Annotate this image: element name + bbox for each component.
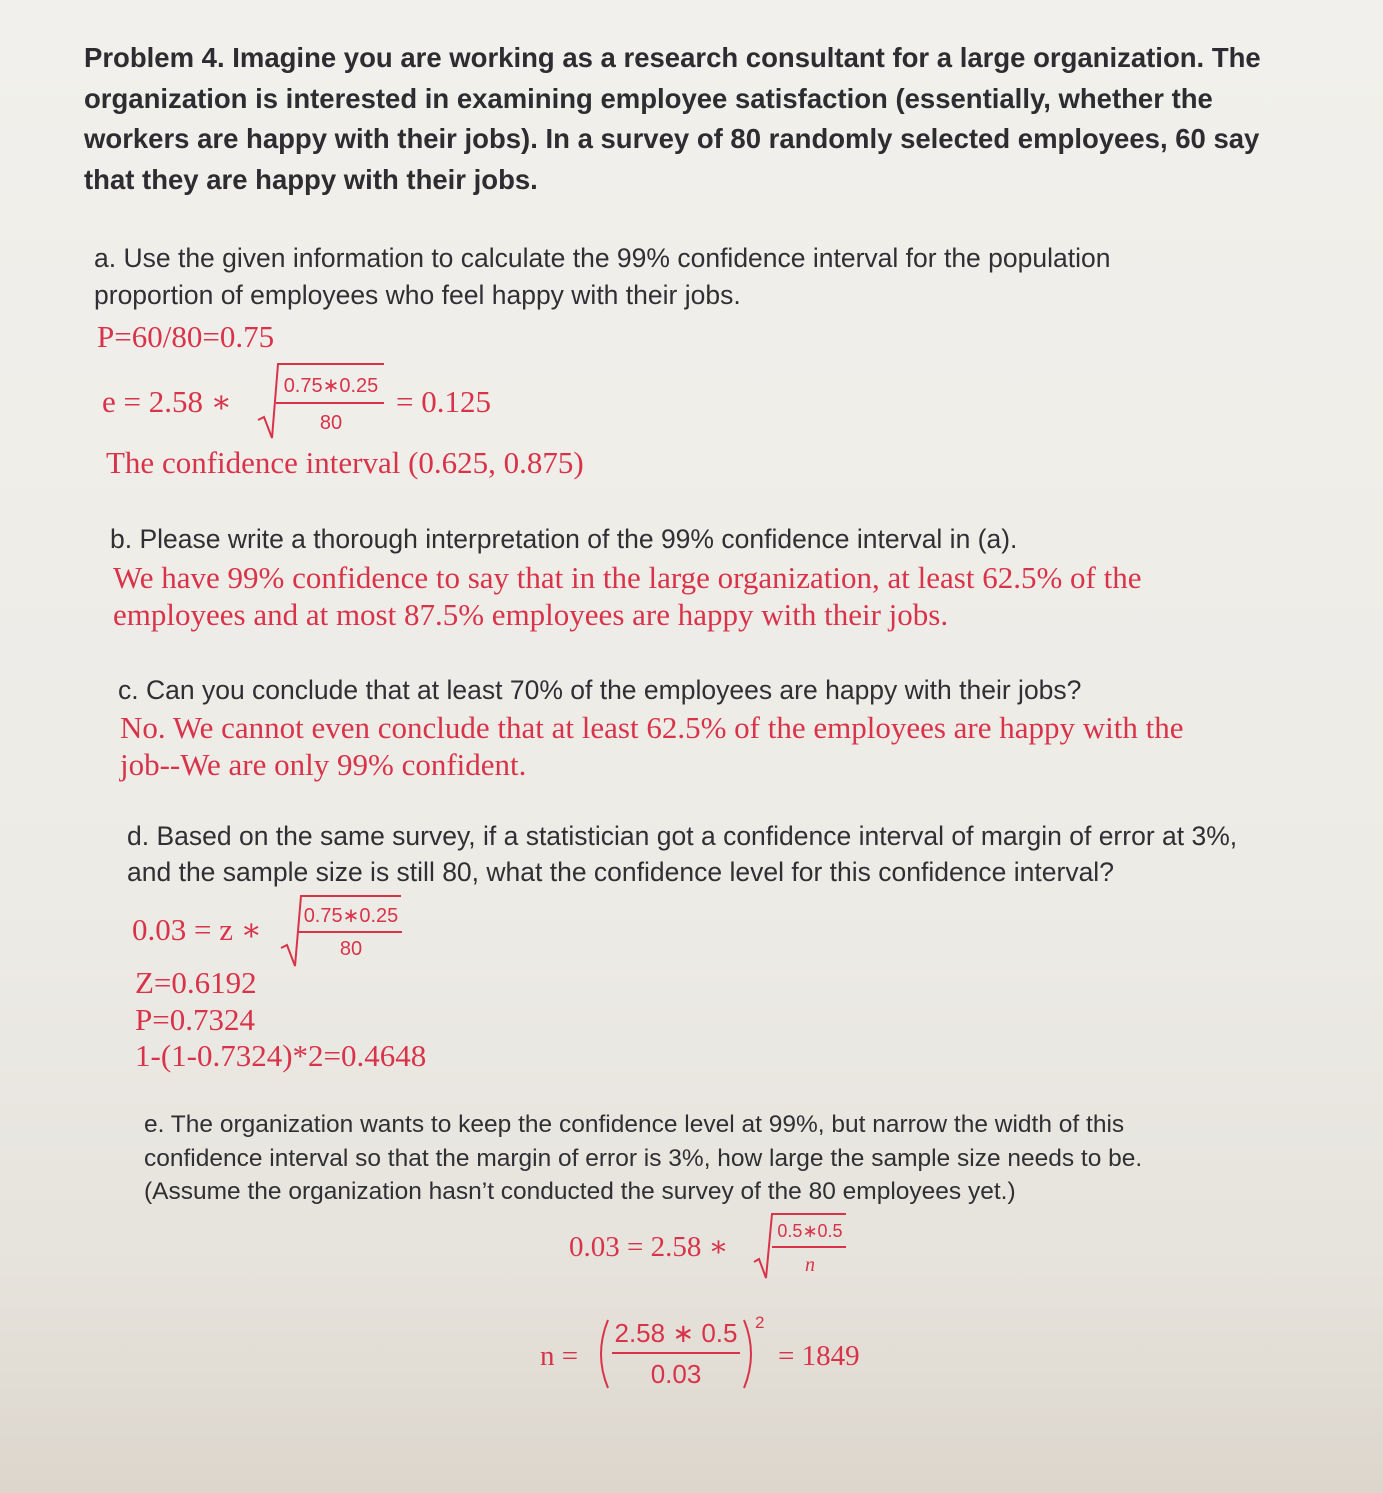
answer-line: We have 99% confidence to say that in the large organization, at least 62.5% of the <box>113 560 1142 595</box>
part-d-eq-lhs: 0.03 = z ∗ <box>132 912 262 947</box>
part-a-e-rhs: = 0.125 <box>396 384 491 419</box>
answer-line: No. We cannot even conclude that at least 62.5% of the employees are happy with the <box>120 710 1184 745</box>
part-e-eq2-exponent: 2 <box>755 1313 765 1332</box>
problem-statement <box>84 38 1284 200</box>
question-line: proportion of employees who feel happy with their jobs. <box>94 280 741 310</box>
answer-line: job--We are only 99% confident. <box>120 747 527 782</box>
part-e-eq2-denominator: 0.03 <box>650 1359 702 1389</box>
part-e-eq1-lhs: 0.03 = 2.58 ∗ <box>569 1231 729 1263</box>
question-line: and the sample size is still 80, what the confidence level for this confidence interval? <box>127 857 1114 887</box>
part-a-p-calc: P=60/80=0.75 <box>97 319 275 354</box>
part-e-eq2-numerator: 2.58 ∗ 0.5 <box>614 1318 738 1348</box>
answer-line: employees and at most 87.5% employees are happy with their jobs. <box>113 597 949 632</box>
step-line: P=0.7324 <box>135 1001 255 1037</box>
part-e-eq2-lhs: n = <box>540 1340 579 1372</box>
step-line: 1-(1-0.7324)*2=0.4648 <box>135 1038 427 1073</box>
question-line: (Assume the organization hasn’t conducted the survey of the 80 employees yet.) <box>144 1178 1016 1205</box>
question-line: confidence interval so that the margin of error is 3%, how large the sample size needs to be. <box>144 1144 1143 1172</box>
part-a-question <box>94 240 1110 314</box>
part-e-eq2-rhs: = 1849 <box>778 1340 860 1372</box>
part-c-question: c. Can you conclude that at least 70% of the employees are happy with their jobs? <box>118 675 1082 705</box>
problem-line: that they are happy with their jobs. <box>84 163 538 195</box>
question-line: d. Based on the same survey, if a statistician got a confidence interval of margin of error at 3%, <box>127 821 1238 851</box>
part-d-steps <box>135 965 426 1075</box>
part-d-question <box>127 818 1237 890</box>
part-a-e-denominator: 80 <box>319 412 343 434</box>
problem-line: workers are happy with their jobs). In a survey of 80 randomly selected employees, 60 say <box>84 123 1260 154</box>
fraction-bar <box>772 1246 846 1248</box>
part-e-eq1-numerator: 0.5∗0.5 <box>777 1221 843 1241</box>
fraction-bar <box>276 402 384 404</box>
part-d-eq-numerator: 0.75∗0.25 <box>303 905 399 927</box>
part-d-eq-denominator: 80 <box>339 938 363 960</box>
problem-line: Problem 4. Imagine you are working as a research consultant for a large organization. The <box>84 42 1261 73</box>
question-line: a. Use the given information to calculate the 99% confidence interval for the population <box>94 243 1111 273</box>
part-b-question: b. Please write a thorough interpretation of the 99% confidence interval in (a). <box>110 524 1018 554</box>
part-a-e-lhs: e = 2.58 ∗ <box>102 384 232 419</box>
fraction-bar <box>298 931 402 933</box>
part-e-eq1-denominator: n <box>805 1254 815 1276</box>
part-a-e-numerator: 0.75∗0.25 <box>283 375 379 397</box>
question-line: e. The organization wants to keep the confidence level at 99%, but narrow the width of this <box>144 1111 1125 1138</box>
part-a-interval: The confidence interval (0.625, 0.875) <box>106 445 584 480</box>
part-e-question <box>144 1108 1142 1209</box>
part-c-answer <box>120 709 1184 783</box>
problem-line: organization is interested in examining employee satisfaction (essentially, whether the <box>84 82 1213 114</box>
fraction-bar <box>612 1352 740 1354</box>
part-b-answer <box>113 559 1141 633</box>
step-line: Z=0.6192 <box>135 965 257 1000</box>
